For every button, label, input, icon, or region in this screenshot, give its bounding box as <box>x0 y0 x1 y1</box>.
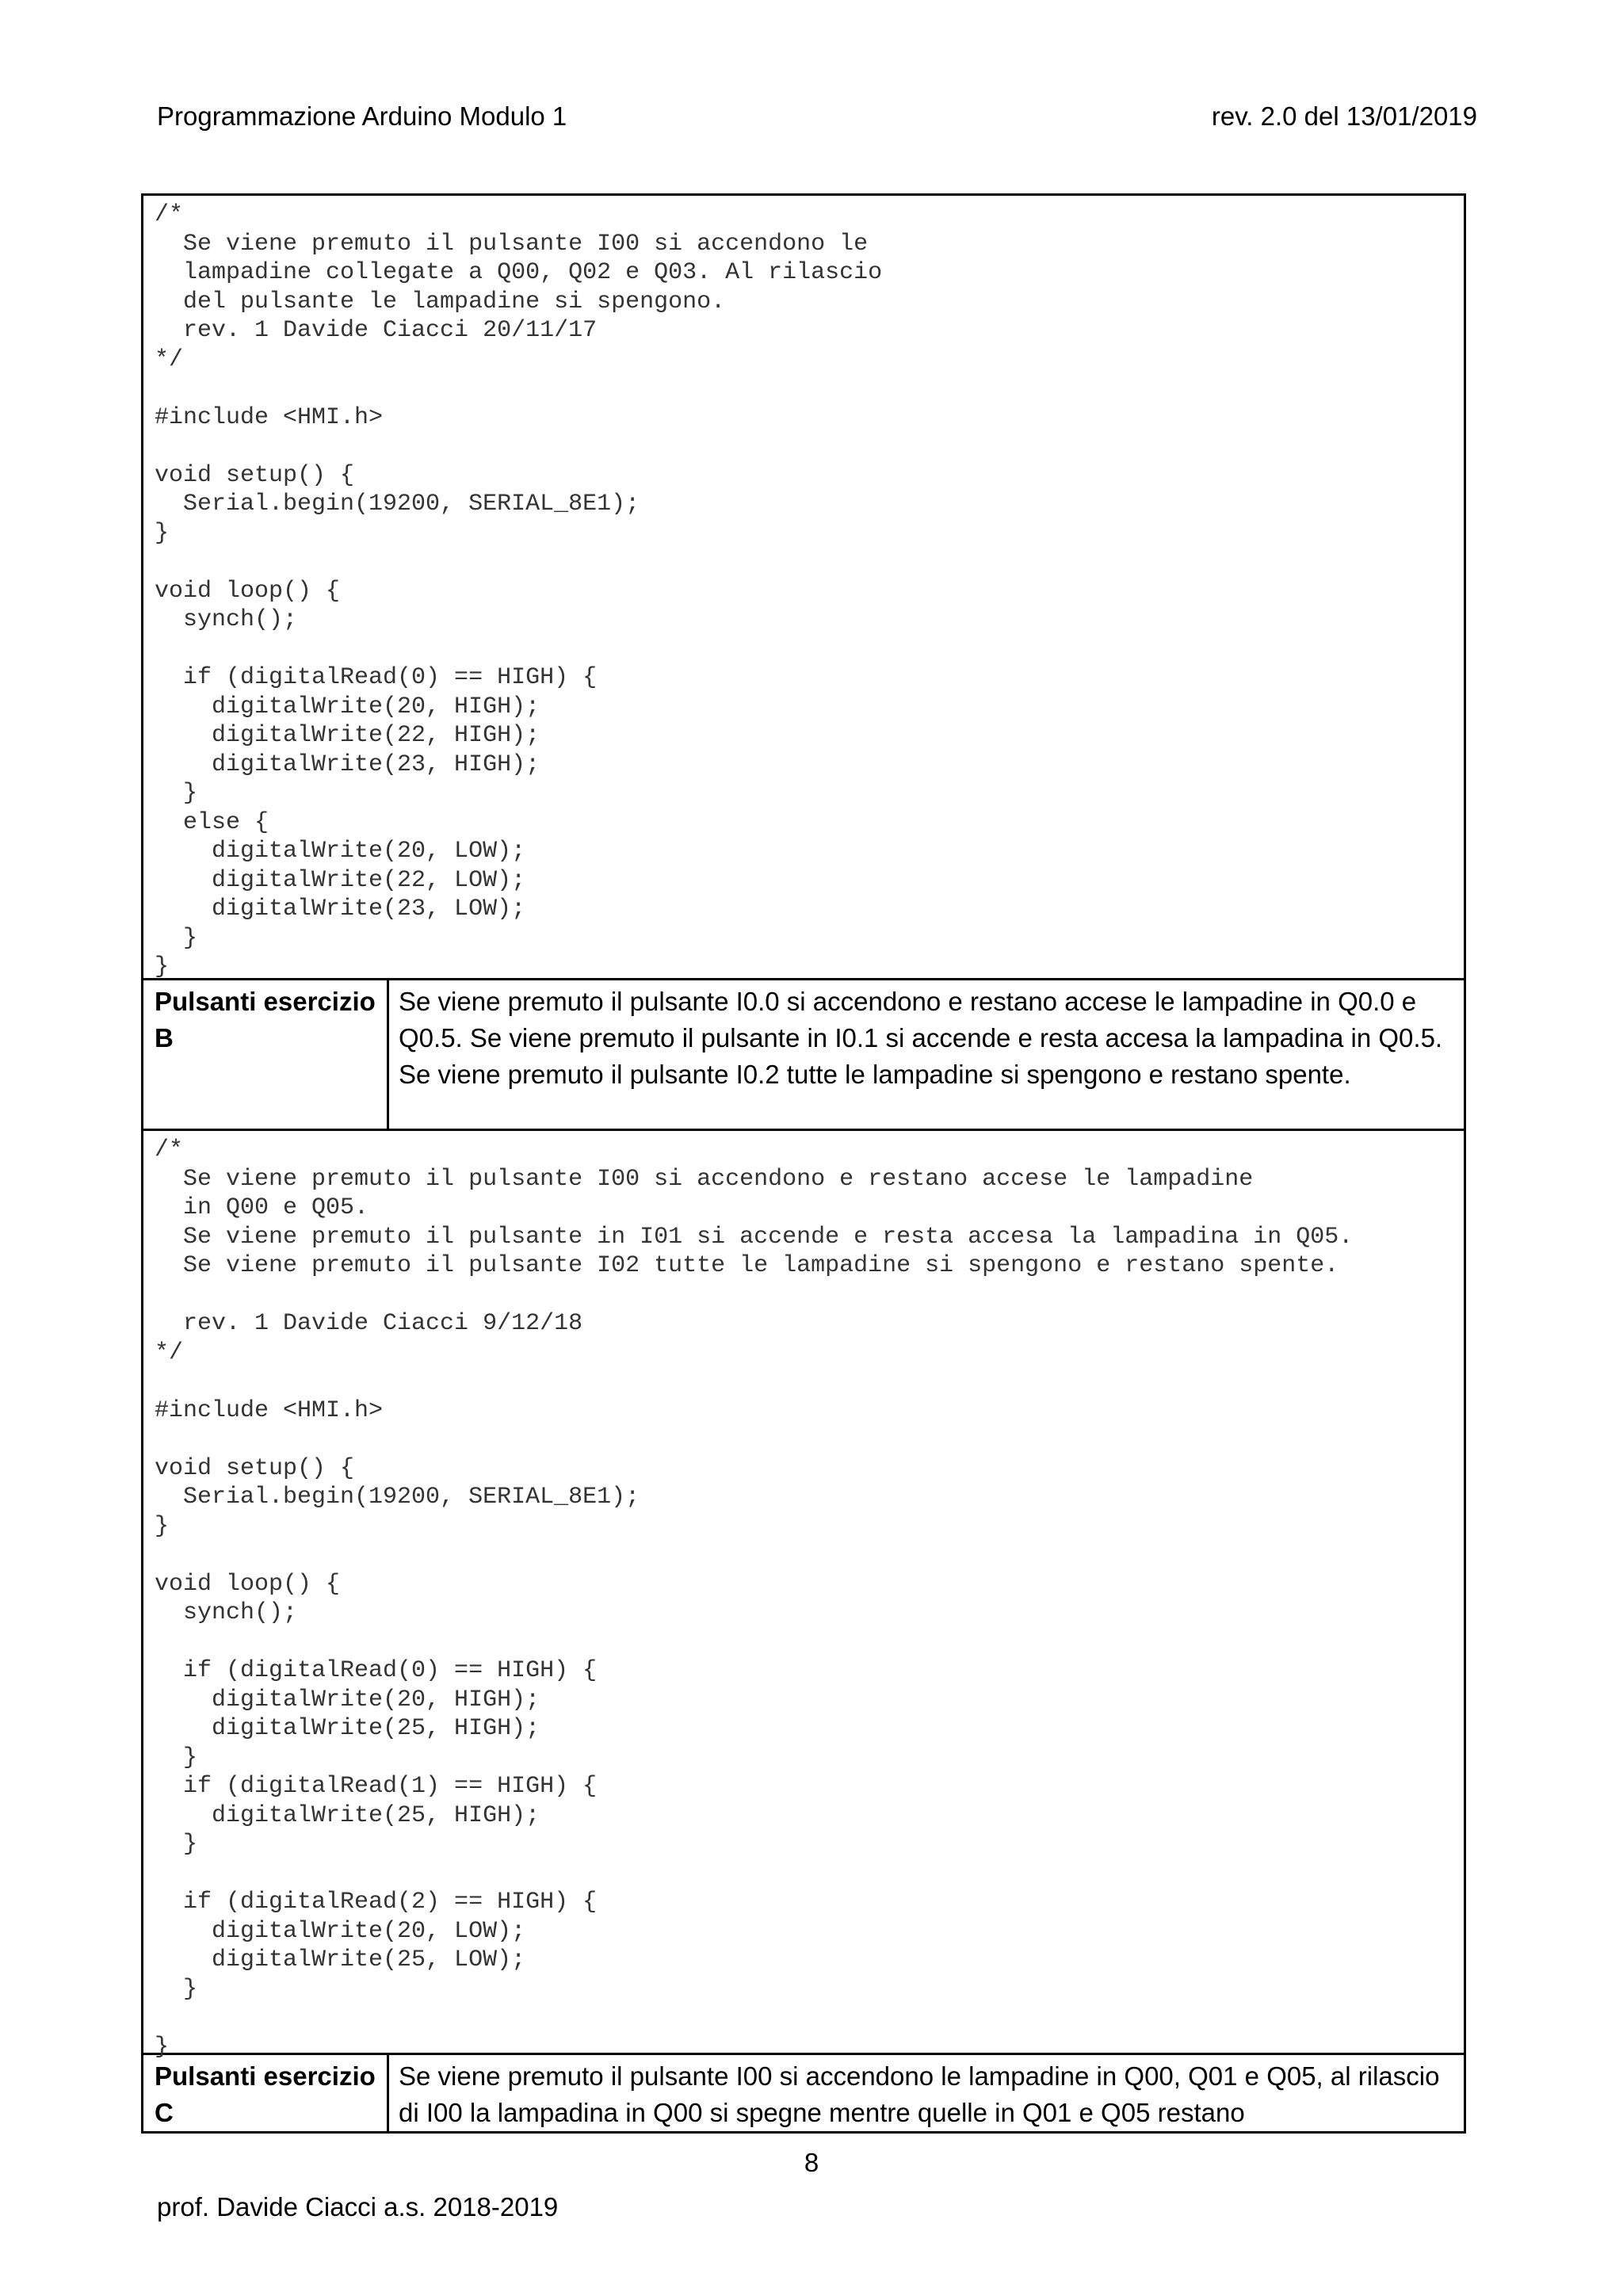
code-block-a <box>143 196 1464 980</box>
exercise-c-label: Pulsanti esercizio C <box>143 2055 389 2131</box>
page-footer: prof. Davide Ciacci a.s. 2018-2019 <box>157 2192 559 2222</box>
exercise-c-row <box>143 2055 1464 2131</box>
document-title: Programmazione Arduino Modulo 1 <box>157 101 567 131</box>
page-number: 8 <box>804 2148 819 2177</box>
exercise-b-row <box>143 980 1464 1131</box>
page-header <box>157 97 1477 136</box>
exercise-table <box>141 193 1466 2134</box>
document-revision: rev. 2.0 del 13/01/2019 <box>1211 101 1477 131</box>
exercise-c-description: Se viene premuto il pulsante I00 si accendono le lampadine in Q00, Q01 e Q05, al rilascio di I00 la lampadina in Q00 si spegne mentre quelle in Q01 e Q05 restano <box>399 2061 1440 2127</box>
code-listing-b: /* Se viene premuto il pulsante I00 si accendono e restano accese le lampadine in Q00 e Q05. Se viene premuto il pulsante in I01 si accende e resta accesa la lampadina in Q05. Se viene premuto il pulsante I02 tutte le lampadine si spengono e restano spente. rev. 1 Davide Ciacci 9/12/18 */ #include <HMI.h> void setup() { Serial.begin(19200, SERIAL_8E1); } void loop() { synch(); if (digitalRead(0) == HIGH) { digitalWrite(20, HIGH); digitalWrite(25, HIGH); } if (digitalRead(1) == HIGH) { digitalWrite(25, HIGH); } if (digitalRead(2) == HIGH) { digitalWrite(20, LOW); digitalWrite(25, LOW); } } <box>155 1137 1354 2061</box>
code-listing-a: /* Se viene premuto il pulsante I00 si accendono le lampadine collegate a Q00, Q02 e Q03. Al rilascio del pulsante le lampadine si spengono. rev. 1 Davide Ciacci 20/11/17 */ #include <HMI.h> void setup() { Serial.begin(19200, SERIAL_8E1); } void loop() { synch(); if (digitalRead(0) == HIGH) { digitalWrite(20, HIGH); digitalWrite(22, HIGH); digitalWrite(23, HIGH); } else { digitalWrite(20, LOW); digitalWrite(22, LOW); digitalWrite(23, LOW); } } <box>155 201 883 980</box>
code-block-b <box>143 1131 1464 2061</box>
exercise-b-label: Pulsanti esercizio B <box>143 980 389 1129</box>
exercise-b-description: Se viene premuto il pulsante I0.0 si accendono e restano accese le lampadine in Q0.0 e Q0.5. Se viene premuto il pulsante in I0.1 si accende e resta accesa la lampadina in Q0.5. Se viene premuto il pulsante I0.2 tutte le lampadine si spengono e restano spente. <box>399 987 1443 1089</box>
